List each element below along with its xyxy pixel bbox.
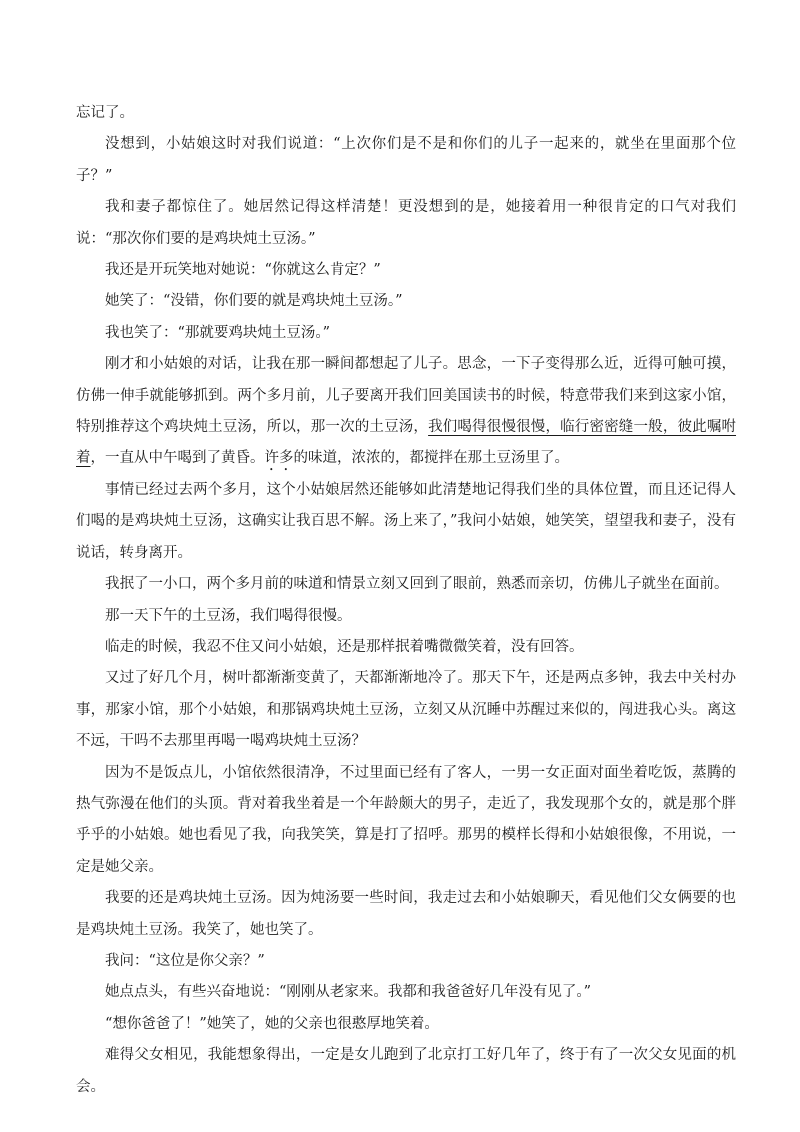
paragraph-1: 忘记了。 [76,105,134,121]
paragraph-15: 我问：“这位是你父亲？” [105,952,265,969]
paragraph-2: 没想到，小姑娘这时对我们说道：“上次你们是不是和你们的儿子一起来的，就坐在里面那个位子？” [76,136,736,184]
paragraph-3: 我和妻子都惊住了。她居然记得这样清楚！更没想到的是，她接着用一种很肯定的口气对我们说：“那次你们要的是鸡块炖土豆汤。” [76,199,736,247]
paragraph-14: 我要的还是鸡块炖土豆汤。因为炖汤要一些时间，我走过去和小姑娘聊天，看见他们父女俩要的也是鸡块炖土豆汤。我笑了，她也笑了。 [76,890,736,938]
paragraph-8: 事情已经过去两个多月，这个小姑娘居然还能够如此清楚地记得我们坐的具体位置，而且还记得人们喝的是鸡块炖土豆汤，这确实让我百思不解。汤上来了，”我问小姑娘，她笑笑，望望我和妻子，没有说话，转身离开。 [76,481,736,561]
paragraph-7-part-b: ，一直从中午喝到了黄昏。 [90,450,265,467]
paragraph-7-part-c: 的味道，浓浓的，都搅拌在那土豆汤里了。 [293,450,569,467]
paragraph-6: 我也笑了：“那就要鸡块炖土豆汤。” [105,324,331,341]
underlined-sentence: 我们喝得很慢很慢，临行密密缝一般，彼此嘱咐着 [76,419,737,467]
paragraph-13: 因为不是饭点儿，小馆依然很清净，不过里面已经有了客人，一男一女正面对面坐着吃饭，蒸腾的热气弥漫在他们的头顶。背对着我坐着是一个年龄颇大的男子，走近了，我发现那个女的，就是那个胖乎乎的小姑娘。她也看见了我，向我笑笑，算是打了招呼。那男的模样长得和小姑娘很像，不用说，一定是她父亲。 [76,764,736,875]
paragraph-4: 我还是开玩笑地对她说：“你就这么肯定？” [105,262,381,279]
paragraph-16: 她点点头，有些兴奋地说：“刚刚从老家来。我都和我爸爸好几年没有见了。” [105,984,592,1001]
paragraph-11: 临走的时候，我忍不住又问小姑娘，还是那样抿着嘴微微笑着，没有回答。 [105,638,584,655]
paragraph-10: 那一天下午的土豆汤，我们喝得很慢。 [105,607,352,624]
paragraph-5: 她笑了：“没错，你们要的就是鸡块炖土豆汤。” [105,293,403,310]
paragraph-7-part-a: 刚才和小姑娘的对话，让我在那一瞬间都想起了儿子。思念，一下子变得那么近，近得可触可摸，仿佛一伸手就能够抓到。两个多月前，儿子要离开我们回美国读书的时候，特意带我们来到这家小馆，特别推荐这个鸡块炖土豆汤，所以，那一次的土豆汤， [76,356,736,436]
paragraph-7 [76,349,736,475]
paragraph-12: 又过了好几个月，树叶都渐渐变黄了，天都渐渐地冷了。那天下午，还是两点多钟，我去中关村办事，那家小馆，那个小姑娘，和那锅鸡块炖土豆汤，立刻又从沉睡中苏醒过来似的，闯进我心头。离这不远，干吗不去那里再喝一喝鸡块炖土豆汤？ [76,670,736,750]
emphasis-dotted-word: 许多 [264,450,294,467]
paragraph-9: 我抿了一小口，两个多月前的味道和情景立刻又回到了眼前，熟悉而亲切，仿佛儿子就坐在面前。 [105,576,729,593]
paragraph-18: 难得父女相见，我能想象得出，一定是女儿跑到了北京打工好几年了，终于有了一次父女见面的机会。 [76,1047,736,1095]
paragraph-17: “想你爸爸了！”她笑了，她的父亲也很憨厚地笑着。 [105,1015,439,1032]
